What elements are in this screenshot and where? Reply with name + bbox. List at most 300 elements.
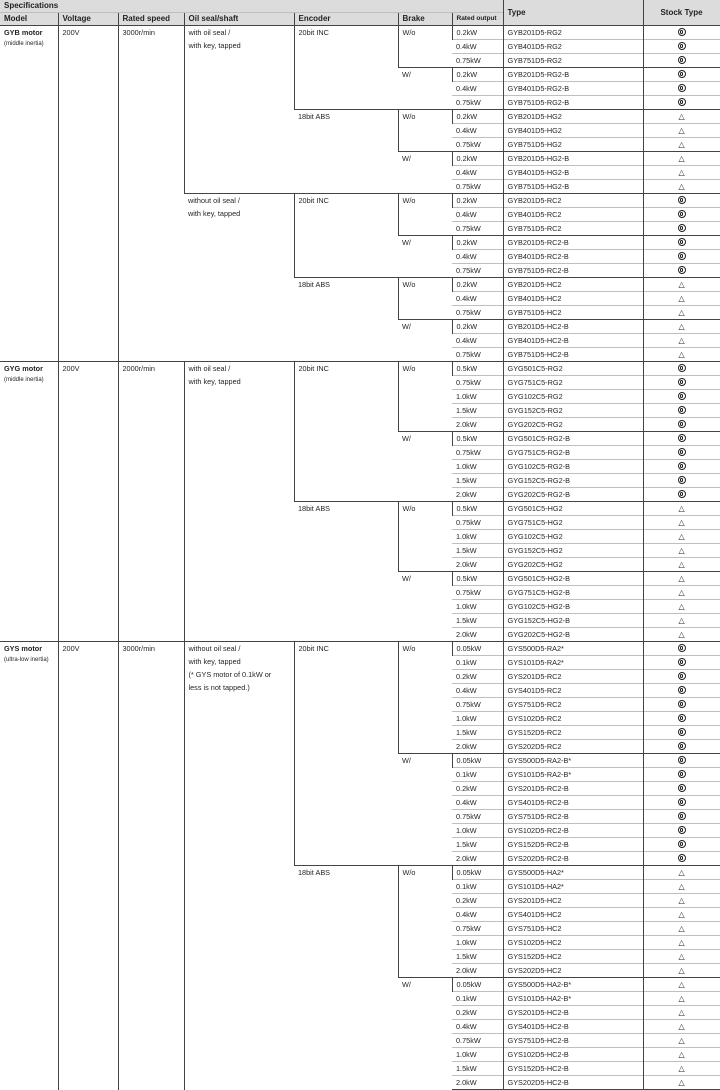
triangle-icon: △	[678, 126, 685, 135]
type-cell: GYS202D5-HC2-B	[503, 1076, 643, 1090]
double-circle-icon	[678, 84, 686, 92]
brake-cell: W/o	[398, 502, 452, 572]
rated-output-cell: 1.0kW	[452, 600, 503, 614]
type-cell: GYS101D5-HA2-B*	[503, 992, 643, 1006]
stock-type-cell	[643, 236, 720, 250]
triangle-icon: △	[678, 910, 685, 919]
rated-output-cell: 2.0kW	[452, 740, 503, 754]
double-circle-icon	[678, 56, 686, 64]
brake-cell: W/	[398, 572, 452, 642]
rated-output-cell: 2.0kW	[452, 558, 503, 572]
brake-cell: W/o	[398, 866, 452, 978]
type-cell: GYB201D5-HG2	[503, 110, 643, 124]
type-cell: GYB401D5-RC2-B	[503, 250, 643, 264]
rated-output-cell: 0.2kW	[452, 194, 503, 208]
rated-output-cell: 0.2kW	[452, 782, 503, 796]
type-cell: GYS152D5-RC2-B	[503, 838, 643, 852]
stock-type-cell	[643, 950, 720, 964]
type-cell: GYS101D5-RA2*	[503, 656, 643, 670]
oil-seal-line: with oil seal /	[188, 28, 231, 37]
rated-output-cell: 1.0kW	[452, 936, 503, 950]
specifications-header: Specifications	[0, 0, 503, 13]
rated-output-cell: 0.5kW	[452, 502, 503, 516]
brake-cell: W/o	[398, 194, 452, 236]
stock-type-cell	[643, 488, 720, 502]
stock-type-cell	[643, 40, 720, 54]
type-cell: GYS102D5-HC2	[503, 936, 643, 950]
rated-output-cell: 0.5kW	[452, 572, 503, 586]
stock-type-cell	[643, 54, 720, 68]
double-circle-icon	[678, 224, 686, 232]
rated-output-cell: 0.4kW	[452, 1020, 503, 1034]
oil-seal-line: (* GYS motor of 0.1kW or	[188, 670, 272, 679]
rated-output-cell: 0.4kW	[452, 334, 503, 348]
stock-type-cell	[643, 376, 720, 390]
rated-output-cell: 0.05kW	[452, 978, 503, 992]
encoder-cell: 20bit INC	[294, 194, 398, 278]
stock-type-cell	[643, 348, 720, 362]
type-cell: GYS751D5-HC2	[503, 922, 643, 936]
type-cell: GYG102C5-RG2-B	[503, 460, 643, 474]
type-cell: GYS101D5-HA2*	[503, 880, 643, 894]
encoder-cell: 20bit INC	[294, 642, 398, 866]
type-cell: GYS500D5-RA2*	[503, 642, 643, 656]
model-cell	[0, 362, 58, 642]
model-name: GYS motor	[4, 644, 43, 653]
brake-cell: W/	[398, 432, 452, 502]
brake-cell: W/o	[398, 278, 452, 320]
stock-type-cell	[643, 754, 720, 768]
triangle-icon: △	[678, 504, 685, 513]
type-cell: GYB401D5-RG2-B	[503, 82, 643, 96]
type-cell: GYG501C5-RG2-B	[503, 432, 643, 446]
stock-type-cell	[643, 194, 720, 208]
double-circle-icon	[678, 448, 686, 456]
rated-output-cell: 0.75kW	[452, 922, 503, 936]
rated-output-cell: 0.4kW	[452, 208, 503, 222]
rated-output-cell: 0.2kW	[452, 894, 503, 908]
triangle-icon: △	[678, 952, 685, 961]
stock-type-cell	[643, 894, 720, 908]
model-name: GYB motor	[4, 28, 43, 37]
brake-cell: W/	[398, 236, 452, 278]
rated-output-cell: 0.05kW	[452, 642, 503, 656]
stock-type-cell	[643, 264, 720, 278]
triangle-icon: △	[678, 1008, 685, 1017]
rated-output-cell: 0.5kW	[452, 362, 503, 376]
double-circle-icon	[678, 812, 686, 820]
double-circle-icon	[678, 70, 686, 78]
stock-type-cell	[643, 810, 720, 824]
rated-output-cell: 1.0kW	[452, 712, 503, 726]
type-cell: GYB201D5-HC2-B	[503, 320, 643, 334]
encoder-cell: 18bit ABS	[294, 866, 398, 1090]
voltage-header: Voltage	[58, 13, 118, 26]
rated-output-cell: 0.5kW	[452, 432, 503, 446]
rated-output-cell: 2.0kW	[452, 1076, 503, 1090]
triangle-icon: △	[678, 630, 685, 639]
triangle-icon: △	[678, 546, 685, 555]
double-circle-icon	[678, 854, 686, 862]
double-circle-icon	[678, 840, 686, 848]
rated-speed-header: Rated speed	[118, 13, 184, 26]
type-cell: GYS401D5-RC2	[503, 684, 643, 698]
triangle-icon: △	[678, 882, 685, 891]
type-cell: GYS201D5-RC2	[503, 670, 643, 684]
type-cell: GYG102C5-HG2-B	[503, 600, 643, 614]
stock-type-cell	[643, 1020, 720, 1034]
type-cell: GYS751D5-HC2-B	[503, 1034, 643, 1048]
double-circle-icon	[678, 770, 686, 778]
triangle-icon: △	[678, 1036, 685, 1045]
rated-output-cell: 0.2kW	[452, 278, 503, 292]
type-cell: GYG501C5-HG2-B	[503, 572, 643, 586]
triangle-icon: △	[678, 140, 685, 149]
rated-output-cell: 0.75kW	[452, 376, 503, 390]
stock-type-cell	[643, 516, 720, 530]
double-circle-icon	[678, 42, 686, 50]
type-cell: GYG501C5-RG2	[503, 362, 643, 376]
type-cell: GYG152C5-HG2	[503, 544, 643, 558]
stock-type-cell	[643, 1076, 720, 1090]
encoder-cell: 18bit ABS	[294, 110, 398, 194]
type-cell: GYB751D5-HG2-B	[503, 180, 643, 194]
rated-output-cell: 0.4kW	[452, 250, 503, 264]
stock-type-cell	[643, 572, 720, 586]
stock-type-cell	[643, 712, 720, 726]
encoder-cell: 20bit INC	[294, 362, 398, 502]
stock-type-cell	[643, 362, 720, 376]
type-cell: GYS401D5-RC2-B	[503, 796, 643, 810]
triangle-icon: △	[678, 994, 685, 1003]
stock-type-cell	[643, 82, 720, 96]
stock-type-cell	[643, 978, 720, 992]
triangle-icon: △	[678, 1078, 685, 1087]
triangle-icon: △	[678, 294, 685, 303]
rated-output-cell: 0.2kW	[452, 320, 503, 334]
rated-output-cell: 1.5kW	[452, 1062, 503, 1076]
type-cell: GYG202C5-HG2	[503, 558, 643, 572]
rated-output-cell: 1.0kW	[452, 530, 503, 544]
rated-output-cell: 0.75kW	[452, 180, 503, 194]
stock-type-cell	[643, 208, 720, 222]
type-cell: GYS401D5-HC2	[503, 908, 643, 922]
rated-output-cell: 0.75kW	[452, 586, 503, 600]
stock-type-cell	[643, 824, 720, 838]
inertia-label: (ultra-low inertia)	[4, 657, 49, 663]
double-circle-icon	[678, 210, 686, 218]
stock-type-cell	[643, 922, 720, 936]
type-cell: GYS500D5-HA2-B*	[503, 978, 643, 992]
type-cell: GYS202D5-RC2-B	[503, 852, 643, 866]
rated-output-cell: 1.0kW	[452, 1048, 503, 1062]
stock-type-cell	[643, 852, 720, 866]
type-cell: GYB401D5-RG2	[503, 40, 643, 54]
inertia-label: (middle inertia)	[4, 41, 44, 47]
stock-type-cell	[643, 390, 720, 404]
rated-output-cell: 0.75kW	[452, 1034, 503, 1048]
stock-type-cell	[643, 768, 720, 782]
brake-cell: W/	[398, 754, 452, 866]
rated-output-cell: 0.4kW	[452, 908, 503, 922]
stock-type-cell	[643, 600, 720, 614]
brake-header: Brake	[398, 13, 452, 26]
stock-type-cell	[643, 964, 720, 978]
stock-type-cell	[643, 656, 720, 670]
stock-type-cell	[643, 446, 720, 460]
double-circle-icon	[678, 392, 686, 400]
type-cell: GYS500D5-RA2-B*	[503, 754, 643, 768]
rated-output-cell: 0.4kW	[452, 796, 503, 810]
stock-type-cell	[643, 838, 720, 852]
stock-type-cell	[643, 306, 720, 320]
triangle-icon: △	[678, 1064, 685, 1073]
triangle-icon: △	[678, 518, 685, 527]
rated-output-cell: 0.4kW	[452, 124, 503, 138]
oil-seal-cell	[184, 26, 294, 194]
type-header: Type	[503, 0, 643, 26]
double-circle-icon	[678, 462, 686, 470]
oil-seal-line: without oil seal /	[188, 196, 240, 205]
double-circle-icon	[678, 644, 686, 652]
double-circle-icon	[678, 434, 686, 442]
oil-seal-cell	[184, 642, 294, 1090]
stock-type-cell	[643, 418, 720, 432]
double-circle-icon	[678, 490, 686, 498]
oil-seal-line: with key, tapped	[188, 209, 241, 218]
type-cell: GYB751D5-RG2	[503, 54, 643, 68]
type-cell: GYB751D5-HG2	[503, 138, 643, 152]
triangle-icon: △	[678, 336, 685, 345]
rated-output-cell: 1.0kW	[452, 390, 503, 404]
type-cell: GYB751D5-RC2	[503, 222, 643, 236]
type-cell: GYG751C5-HG2-B	[503, 586, 643, 600]
type-cell: GYB201D5-RC2-B	[503, 236, 643, 250]
stock-type-cell	[643, 320, 720, 334]
speed-cell: 3000r/min	[118, 26, 184, 362]
oil-seal-header: Oil seal/shaft	[184, 13, 294, 26]
rated-output-cell: 0.75kW	[452, 264, 503, 278]
type-cell: GYS751D5-RC2-B	[503, 810, 643, 824]
stock-type-cell	[643, 138, 720, 152]
triangle-icon: △	[678, 896, 685, 905]
rated-output-cell: 0.4kW	[452, 684, 503, 698]
voltage-cell: 200V	[58, 26, 118, 362]
stock-type-cell	[643, 152, 720, 166]
rated-output-cell: 0.2kW	[452, 26, 503, 40]
stock-type-cell	[643, 250, 720, 264]
type-cell: GYB401D5-RC2	[503, 208, 643, 222]
oil-seal-line: with key, tapped	[188, 41, 241, 50]
type-cell: GYB201D5-HC2	[503, 278, 643, 292]
type-cell: GYB751D5-RG2-B	[503, 96, 643, 110]
speed-cell: 2000r/min	[118, 362, 184, 642]
rated-output-cell: 0.1kW	[452, 880, 503, 894]
stock-type-cell	[643, 334, 720, 348]
type-cell: GYS201D5-HC2-B	[503, 1006, 643, 1020]
type-cell: GYB201D5-RG2	[503, 26, 643, 40]
double-circle-icon	[678, 406, 686, 414]
brake-cell: W/	[398, 152, 452, 194]
type-cell: GYB201D5-HG2-B	[503, 152, 643, 166]
brake-cell: W/	[398, 320, 452, 362]
model-cell	[0, 26, 58, 362]
stock-type-cell	[643, 180, 720, 194]
stock-type-cell	[643, 68, 720, 82]
rated-output-cell: 2.0kW	[452, 418, 503, 432]
type-cell: GYB751D5-HC2	[503, 306, 643, 320]
double-circle-icon	[678, 378, 686, 386]
triangle-icon: △	[678, 574, 685, 583]
triangle-icon: △	[678, 980, 685, 989]
type-cell: GYB201D5-RC2	[503, 194, 643, 208]
triangle-icon: △	[678, 966, 685, 975]
stock-type-cell	[643, 726, 720, 740]
stock-type-cell	[643, 698, 720, 712]
oil-seal-line: with oil seal /	[188, 364, 231, 373]
rated-output-cell: 0.75kW	[452, 810, 503, 824]
stock-type-cell	[643, 684, 720, 698]
double-circle-icon	[678, 826, 686, 834]
rated-output-cell: 0.1kW	[452, 768, 503, 782]
rated-output-header: Rated output	[452, 13, 503, 26]
double-circle-icon	[678, 700, 686, 708]
double-circle-icon	[678, 728, 686, 736]
double-circle-icon	[678, 28, 686, 36]
type-cell: GYS500D5-HA2*	[503, 866, 643, 880]
double-circle-icon	[678, 756, 686, 764]
rated-output-cell: 0.75kW	[452, 96, 503, 110]
type-cell: GYS201D5-RC2-B	[503, 782, 643, 796]
type-cell: GYS101D5-RA2-B*	[503, 768, 643, 782]
stock-type-cell	[643, 992, 720, 1006]
triangle-icon: △	[678, 308, 685, 317]
double-circle-icon	[678, 686, 686, 694]
brake-cell: W/o	[398, 110, 452, 152]
stock-type-cell	[643, 642, 720, 656]
model-name: GYG motor	[4, 364, 43, 373]
type-cell: GYS401D5-HC2-B	[503, 1020, 643, 1034]
type-cell: GYS102D5-RC2-B	[503, 824, 643, 838]
rated-output-cell: 0.2kW	[452, 68, 503, 82]
type-cell: GYG152C5-HG2-B	[503, 614, 643, 628]
type-cell: GYS102D5-RC2	[503, 712, 643, 726]
rated-output-cell: 0.4kW	[452, 40, 503, 54]
rated-output-cell: 0.75kW	[452, 138, 503, 152]
rated-output-cell: 0.2kW	[452, 1006, 503, 1020]
rated-output-cell: 0.05kW	[452, 754, 503, 768]
rated-output-cell: 1.5kW	[452, 614, 503, 628]
double-circle-icon	[678, 672, 686, 680]
stock-type-cell	[643, 796, 720, 810]
type-cell: GYG102C5-RG2	[503, 390, 643, 404]
stock-type-cell	[643, 544, 720, 558]
triangle-icon: △	[678, 616, 685, 625]
rated-output-cell: 2.0kW	[452, 852, 503, 866]
stock-type-cell	[643, 1062, 720, 1076]
rated-output-cell: 1.5kW	[452, 474, 503, 488]
rated-output-cell: 1.5kW	[452, 726, 503, 740]
stock-type-cell	[643, 404, 720, 418]
rated-output-cell: 0.4kW	[452, 166, 503, 180]
double-circle-icon	[678, 658, 686, 666]
oil-seal-line: with key, tapped	[188, 377, 241, 386]
table-row	[0, 26, 720, 40]
speed-cell: 3000r/min	[118, 642, 184, 1090]
rated-output-cell: 0.05kW	[452, 866, 503, 880]
type-cell: GYG202C5-HG2-B	[503, 628, 643, 642]
double-circle-icon	[678, 784, 686, 792]
type-cell: GYG102C5-HG2	[503, 530, 643, 544]
oil-seal-line: less is not tapped.)	[188, 683, 250, 692]
rated-output-cell: 0.2kW	[452, 152, 503, 166]
rated-output-cell: 0.75kW	[452, 516, 503, 530]
stock-type-cell	[643, 124, 720, 138]
rated-output-cell: 1.0kW	[452, 460, 503, 474]
stock-type-cell	[643, 222, 720, 236]
table-body	[0, 26, 720, 1090]
model-cell	[0, 642, 58, 1090]
oil-seal-line: without oil seal /	[188, 644, 241, 653]
rated-output-cell: 1.5kW	[452, 950, 503, 964]
stock-type-cell	[643, 166, 720, 180]
rated-output-cell: 0.75kW	[452, 446, 503, 460]
triangle-icon: △	[678, 560, 685, 569]
type-cell: GYG751C5-RG2-B	[503, 446, 643, 460]
stock-type-cell	[643, 740, 720, 754]
double-circle-icon	[678, 714, 686, 722]
oil-seal-line: with key, tapped	[188, 657, 241, 666]
double-circle-icon	[678, 98, 686, 106]
stock-type-cell	[643, 292, 720, 306]
double-circle-icon	[678, 420, 686, 428]
rated-output-cell: 2.0kW	[452, 628, 503, 642]
stock-type-cell	[643, 278, 720, 292]
triangle-icon: △	[678, 350, 685, 359]
inertia-label: (middle inertia)	[4, 377, 44, 383]
voltage-cell: 200V	[58, 642, 118, 1090]
type-cell: GYB751D5-RC2-B	[503, 264, 643, 278]
type-cell: GYS152D5-HC2	[503, 950, 643, 964]
type-cell: GYB401D5-HC2-B	[503, 334, 643, 348]
brake-cell: W/	[398, 68, 452, 110]
type-cell: GYB751D5-HC2-B	[503, 348, 643, 362]
triangle-icon: △	[678, 168, 685, 177]
stock-type-cell	[643, 586, 720, 600]
type-cell: GYG202C5-RG2-B	[503, 488, 643, 502]
rated-output-cell: 0.4kW	[452, 292, 503, 306]
rated-output-cell: 1.5kW	[452, 404, 503, 418]
stock-type-cell	[643, 110, 720, 124]
triangle-icon: △	[678, 182, 685, 191]
double-circle-icon	[678, 798, 686, 806]
stock-type-cell	[643, 474, 720, 488]
stock-type-cell	[643, 614, 720, 628]
rated-output-cell: 0.75kW	[452, 54, 503, 68]
type-cell: GYB401D5-HG2-B	[503, 166, 643, 180]
triangle-icon: △	[678, 532, 685, 541]
brake-cell: W/o	[398, 26, 452, 68]
encoder-cell: 18bit ABS	[294, 278, 398, 362]
type-cell: GYS152D5-HC2-B	[503, 1062, 643, 1076]
stock-type-cell	[643, 96, 720, 110]
stock-type-cell	[643, 908, 720, 922]
rated-output-cell: 1.5kW	[452, 838, 503, 852]
rated-output-cell: 0.4kW	[452, 82, 503, 96]
type-cell: GYG501C5-HG2	[503, 502, 643, 516]
triangle-icon: △	[678, 1050, 685, 1059]
stock-type-cell	[643, 26, 720, 40]
